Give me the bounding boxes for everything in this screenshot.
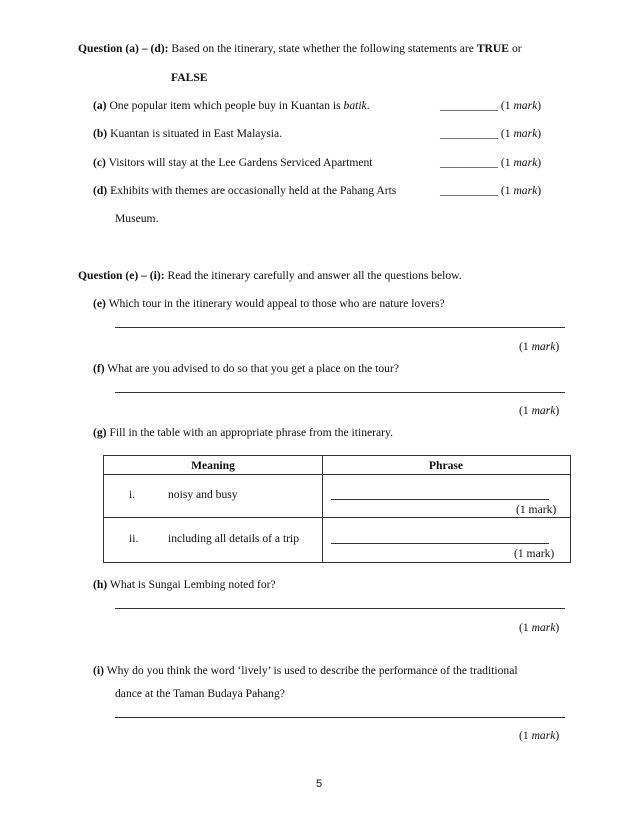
table-row-meaning: including all details of a trip [168, 532, 300, 545]
item-b [93, 128, 282, 140]
question-g [93, 427, 393, 439]
question-e [93, 298, 445, 310]
answer-line-h[interactable] [115, 608, 565, 609]
phrase-answer-line-2[interactable] [331, 543, 549, 544]
section-ei-instruction: Read the itinerary carefully and answer all the questions below. [164, 269, 462, 282]
answer-line-f[interactable] [115, 392, 565, 393]
mark-label-e: (1 mark) [519, 340, 560, 353]
mark-label: (1 mark) [500, 156, 542, 169]
question-text: What is Sungai Lembing noted for? [109, 578, 276, 591]
item-a: (a) One popular item which people buy in Kuantan is batik. [93, 99, 370, 112]
section-ei-heading [78, 270, 462, 282]
section-ad-instruction: Based on the itinerary, state whether the following statements are [168, 42, 477, 55]
question-letter: (f) [93, 362, 105, 375]
table-row-divider [104, 517, 570, 518]
table-row-mark: (1 mark) [514, 547, 555, 560]
page-number: 5 [315, 778, 323, 790]
answer-blank[interactable]: __________ [440, 184, 498, 197]
answer-line-i[interactable] [115, 717, 565, 718]
item-text: One popular item which people buy in Kuantan is [109, 99, 344, 112]
question-h [93, 579, 276, 591]
question-text: What are you advised to do so that you get a place on the tour? [107, 362, 399, 375]
item-c [93, 157, 373, 169]
question-letter: (i) [93, 664, 104, 677]
or-word: or [509, 42, 522, 55]
table-row-number: i. [129, 488, 136, 501]
item-d-continuation: Museum. [115, 212, 159, 225]
table-header-phrase: Phrase [428, 459, 464, 472]
mark-label-h: (1 mark) [519, 621, 560, 634]
item-d-answer[interactable] [440, 185, 541, 197]
question-text: Which tour in the itinerary would appeal to those who are nature lovers? [108, 297, 445, 310]
question-text: Fill in the table with an appropriate phrase from the itinerary. [109, 426, 393, 439]
section-ei-label: Question (e) – (i): [78, 269, 165, 282]
question-letter: (g) [93, 426, 107, 439]
mark-label-i: (1 mark) [519, 729, 560, 742]
item-letter: (b) [93, 127, 108, 140]
item-letter: (d) [93, 184, 108, 197]
question-i-continuation: dance at the Taman Budaya Pahang? [115, 687, 285, 700]
table-column-divider [322, 456, 323, 562]
item-text: Kuantan is situated in East Malaysia. [110, 127, 283, 140]
answer-blank[interactable]: __________ [440, 127, 498, 140]
question-letter: (h) [93, 578, 108, 591]
question-letter: (e) [93, 297, 106, 310]
table-row-mark: (1 mark) [516, 503, 557, 516]
table-row-number: ii. [129, 532, 139, 545]
table-row-meaning: noisy and busy [168, 488, 238, 501]
mark-label: (1 mark) [500, 127, 542, 140]
question-f [93, 363, 399, 375]
answer-blank[interactable]: __________ [440, 99, 498, 112]
mark-label: (1 mark) [500, 99, 542, 112]
item-a-answer[interactable] [440, 100, 541, 112]
mark-label: (1 mark) [500, 184, 542, 197]
table-header-meaning: Meaning [191, 459, 235, 472]
item-c-answer[interactable] [440, 157, 541, 169]
phrase-answer-line-1[interactable] [331, 499, 549, 500]
item-d [93, 185, 396, 197]
item-text: Visitors will stay at the Lee Gardens Serviced Apartment [108, 156, 373, 169]
item-text-em: batik [343, 99, 367, 112]
table-header-divider [104, 474, 570, 475]
answer-line-e[interactable] [115, 327, 565, 328]
false-word: FALSE [171, 71, 208, 84]
mark-label-f: (1 mark) [519, 404, 560, 417]
item-text: Exhibits with themes are occasionally held at the Pahang Arts [110, 184, 397, 197]
item-b-answer[interactable] [440, 128, 541, 140]
item-letter: (c) [93, 156, 106, 169]
section-ad-label: Question (a) – (d): [78, 42, 169, 55]
phrase-table [103, 455, 571, 563]
true-word: TRUE [476, 42, 510, 55]
question-text: Why do you think the word ‘lively’ is used to describe the performance of the traditional [106, 664, 518, 677]
question-i [93, 665, 518, 677]
answer-blank[interactable]: __________ [440, 156, 498, 169]
item-letter: (a) [93, 99, 107, 112]
section-ad-heading [78, 43, 522, 55]
